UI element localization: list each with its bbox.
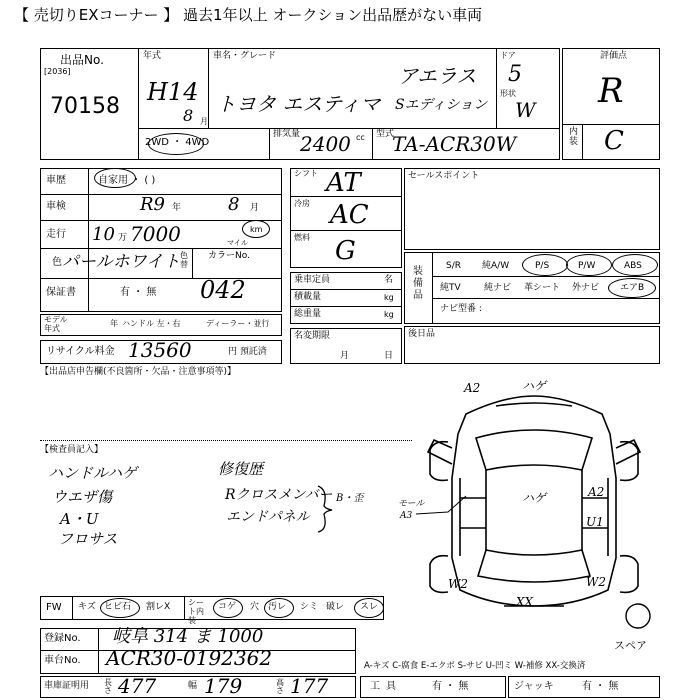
doors-value: 5 — [508, 62, 522, 87]
height-value: 177 — [290, 674, 329, 698]
lot-label: 出品No. — [60, 53, 104, 67]
shift-value: AT — [326, 168, 361, 198]
equip-abs-circle — [612, 254, 658, 276]
inspection-month-unit: 月 — [250, 203, 260, 213]
registration-label: 登録No. — [44, 633, 81, 644]
mileage-rest: 7000 — [130, 222, 181, 246]
inspector-note-3: A・U — [60, 510, 99, 528]
length-label: 長さ — [104, 678, 112, 695]
mileage-man: 10 — [92, 224, 115, 245]
fuel-label: 燃料 — [294, 233, 310, 242]
model-year-label: モデル年式 — [44, 315, 68, 333]
drive-type: 2WD ・ 4WD — [145, 137, 210, 148]
inspector-note-5: 修復歴 — [218, 460, 264, 478]
equip-ext-navi: 外ナビ — [572, 283, 600, 293]
inspector-note-2: ウエザ傷 — [52, 488, 113, 506]
name-change-label: 名変期限 — [294, 331, 331, 341]
score-value: R — [598, 71, 624, 111]
tools-options: 有 ・ 無 — [432, 681, 469, 692]
mileage-km-circle — [242, 220, 270, 238]
interior-label: 内装 — [569, 127, 579, 147]
color-label-2: 色替 — [180, 251, 188, 269]
equip-airbag-circle — [608, 278, 656, 298]
jack-label: ジャッキ — [514, 681, 554, 692]
jack-options: 有 ・ 無 — [582, 681, 619, 692]
equip-navi-model: ナビ型番 : — [440, 304, 482, 314]
damage-wear-circle — [354, 598, 384, 618]
model-name: トヨタ エスティマ — [216, 92, 381, 116]
equip-power-steering: P/S — [535, 261, 550, 271]
mark-a2-right: A2 — [588, 485, 605, 499]
vehicle-cert-label: 車庫証明用 — [44, 681, 90, 691]
handle-side: ハンドル 左・右 — [122, 319, 181, 328]
equip-navi: 純ナビ — [484, 283, 512, 293]
recycle-value: 13560 — [128, 338, 192, 362]
capacity-row-2-unit: kg — [384, 293, 394, 302]
chassis-value: ACR30-0192362 — [106, 646, 273, 670]
equip-abs: ABS — [624, 261, 642, 271]
damage-legend: A-キズ C-腐食 E-エクボ S-サビ U-凹ミ W-補修 XX-交換済 — [364, 661, 586, 671]
shape-label: 形状 — [500, 89, 516, 98]
inspection-month: 8 — [228, 194, 240, 215]
mark-u1-right: U1 — [586, 515, 604, 529]
damage-burn-circle — [213, 598, 243, 618]
damage-chip: ヒビ石 — [104, 602, 132, 612]
damage-spot: シミ — [300, 602, 319, 612]
score-label: 評価点 — [600, 51, 628, 61]
warranty-label: 保証書 — [46, 287, 76, 298]
color-label: 色 — [52, 257, 62, 268]
history-circle — [94, 168, 136, 188]
damage-hole: 穴 — [250, 602, 260, 612]
displacement-label: 排気量 — [273, 129, 301, 139]
tools-label: 工具 — [370, 681, 402, 692]
width-value: 179 — [204, 674, 243, 698]
equipment-label: 装備品 — [413, 266, 423, 301]
aircon-label: 冷房 — [294, 199, 310, 208]
equip-power-window: P/W — [578, 261, 596, 271]
sheet-title: 【 売切りEXコーナー 】 過去1年以上 オークション出品歴がない車両 — [14, 6, 483, 24]
inspector-note-6: Rクロスメンバー — [225, 487, 333, 503]
later-date-box — [404, 326, 660, 364]
damage-wear: スレ — [360, 602, 379, 612]
equip-airbag: エアB — [620, 283, 645, 293]
displacement-unit: cc — [356, 133, 365, 142]
name-change-day: 日 — [384, 351, 394, 361]
equip-sr: S/R — [446, 261, 461, 271]
mark-a2-front: A2 — [464, 381, 481, 395]
capacity-row-3-unit: kg — [384, 310, 394, 319]
type-code: TA-ACR30W — [392, 132, 517, 156]
mileage-man-unit: 万 — [118, 233, 128, 243]
type-label: 型式 — [376, 129, 395, 139]
mileage-km: km — [250, 225, 263, 234]
inspector-label: 【検査員記入】 — [40, 445, 104, 455]
capacity-row-1-unit: 名 — [384, 275, 394, 285]
color-code-label: カラーNo. — [208, 251, 250, 261]
history-label: 車歴 — [46, 175, 66, 186]
recycle-label: リサイクル料金 — [46, 346, 115, 357]
equip-pw-circle — [566, 254, 612, 276]
mark-molding: モール — [398, 499, 425, 509]
spare-label: スペア — [614, 639, 647, 652]
mark-xx-rear: XX — [516, 595, 534, 609]
displacement-value: 2400 — [300, 132, 351, 156]
aircon-value: AC — [330, 200, 369, 230]
fw-label: FW — [46, 602, 62, 613]
history-options: 自家用 ・ ( ) — [98, 175, 156, 186]
chassis-label: 車台No. — [44, 655, 81, 666]
inspection-label: 車検 — [46, 201, 66, 212]
mark-w2-right: W2 — [586, 575, 606, 589]
sales-point-label: セールスポイント — [408, 171, 480, 181]
model-edition: Sエディション — [395, 97, 488, 113]
inspector-note-7: エンドパネル — [226, 509, 310, 525]
registration-value: 岐阜 314 ま 1000 — [112, 626, 264, 647]
year-era: H14 — [147, 78, 199, 106]
mark-hage-front: ハゲ — [522, 379, 547, 393]
damage-tear: 破レ — [326, 602, 345, 612]
capacity-row-1-label: 乗車定員 — [294, 275, 331, 285]
color-code: 042 — [200, 276, 246, 304]
model-grade: アエラス — [398, 64, 477, 88]
year-month-unit: 月 — [200, 117, 208, 126]
damage-stain: 汚レ — [268, 602, 287, 612]
model-year-unit: 年 — [110, 319, 118, 328]
equip-ps-circle — [522, 254, 568, 276]
lot-sub-number: [2036] — [44, 67, 71, 76]
mark-w2-left: W2 — [448, 577, 468, 591]
lot-number: 70158 — [50, 94, 120, 119]
shift-label: シフト — [294, 169, 318, 178]
mark-hage-roof: ハゲ — [522, 491, 547, 505]
inspector-note-1: ハンドルハゲ — [48, 464, 137, 482]
inspection-year-unit: 年 — [172, 203, 182, 213]
mark-a3: A3 — [400, 511, 413, 521]
seat-interior-label: シート内装 — [188, 598, 204, 625]
interior-value: C — [604, 126, 624, 156]
equip-leather: 革シート — [524, 283, 561, 293]
color-value: パールホワイト — [62, 252, 181, 272]
height-label: 高さ — [276, 678, 284, 695]
shape-value: W — [515, 98, 536, 122]
damage-burn: コゲ — [218, 602, 237, 612]
equip-alloy-wheel: 純A/W — [482, 261, 510, 271]
mileage-label: 走行 — [46, 229, 66, 240]
year-label: 年式 — [143, 51, 162, 61]
damage-stain-circle — [264, 598, 294, 618]
mileage-mile: マイル — [227, 239, 248, 247]
inspection-value: R9 — [140, 194, 166, 215]
brace-mark — [314, 484, 336, 534]
width-label: 幅 — [188, 681, 198, 691]
damage-chip-circle — [100, 598, 140, 618]
inspector-note-8: B・歪 — [336, 493, 364, 504]
fuel-value: G — [335, 236, 356, 266]
inspector-note-4: フロサス — [58, 530, 118, 548]
car-damage-diagram — [398, 378, 664, 618]
length-value: 477 — [118, 674, 157, 698]
spare-tire-icon — [626, 604, 650, 628]
name-change-month: 月 — [340, 351, 350, 361]
capacity-row-3-label: 総重量 — [294, 309, 322, 319]
later-date-label: 後日品 — [408, 329, 436, 339]
capacity-row-2-label: 積載量 — [294, 292, 322, 302]
drive-circle — [148, 133, 204, 155]
year-month: 8 — [183, 106, 194, 125]
damage-scratch: キズ — [78, 602, 96, 612]
recycle-unit: 円 預託済 — [228, 347, 267, 357]
dealer-import: ディーラー・並行 — [206, 319, 270, 328]
doors-label: ドア — [500, 51, 516, 60]
seller-note-label: 【出品店申告欄(不良箇所・欠品・注意事項等)】 — [40, 367, 237, 377]
equip-tv: 純TV — [440, 283, 461, 293]
model-label: 車名・グレード — [213, 51, 277, 61]
warranty-options: 有 ・ 無 — [120, 287, 157, 298]
damage-crack: 割レX — [146, 602, 171, 612]
